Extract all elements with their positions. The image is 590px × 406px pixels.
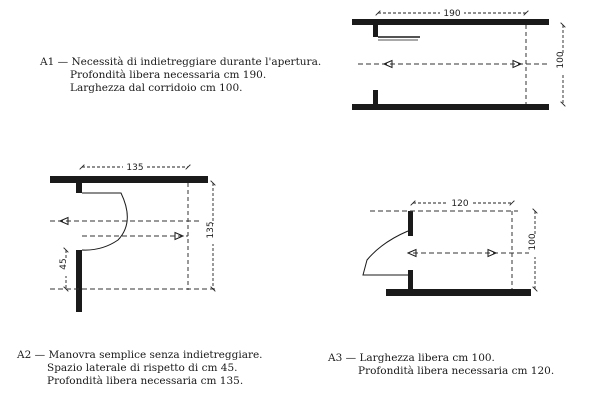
a3-bottom-wall <box>386 289 531 296</box>
figure-a1 <box>352 7 569 110</box>
caption-a2-label: A2 — <box>17 349 46 361</box>
caption-a2-text-1: Manovra semplice senza indietreggiare. <box>48 349 263 361</box>
a2-hinge-jamb <box>76 183 82 193</box>
caption-a2-line-1 <box>17 349 263 362</box>
caption-a2-text-2: Spazio laterale di rispetto di cm 45. <box>47 362 238 374</box>
caption-a1-text-2: Profondità libera necessaria cm 190. <box>70 69 267 81</box>
caption-a1-line-1 <box>40 56 321 69</box>
a1-top-wall <box>352 19 549 25</box>
caption-a3-line-1 <box>328 352 554 365</box>
figure-a3 <box>363 197 541 296</box>
a1-bottom-wall <box>352 104 549 110</box>
caption-a3 <box>328 352 554 378</box>
a2-side-label: 135 <box>206 221 216 239</box>
caption-a3-label: A3 — <box>328 352 357 364</box>
caption-a1 <box>40 56 321 95</box>
caption-a1-text-3: Larghezza dal corridoio cm 100. <box>70 82 243 94</box>
caption-a3-text-1: Larghezza libera cm 100. <box>359 352 495 364</box>
a1-width-label: 100 <box>556 51 566 69</box>
a2-door-swing-arc <box>82 193 127 250</box>
caption-a2 <box>17 349 263 388</box>
a2-top-wall <box>50 176 208 183</box>
a2-lower-jamb <box>76 250 82 312</box>
a3-width-label: 100 <box>528 233 538 251</box>
a2-clearance-label: 45 <box>59 258 69 270</box>
a3-door-swing-arc <box>363 231 408 275</box>
caption-a1-label: A1 — <box>40 56 69 68</box>
a2-depth-label: 135 <box>126 163 144 173</box>
figure-a2 <box>50 161 219 312</box>
a3-lower-jamb <box>408 270 413 289</box>
caption-a1-text-1: Necessità di indietreggiare durante l'apertura. <box>71 56 322 68</box>
a1-bottom-jamb <box>373 90 378 104</box>
caption-a3-text-2: Profondità libera necessaria cm 120. <box>358 365 555 377</box>
a1-depth-label: 190 <box>443 9 461 19</box>
a1-top-jamb <box>373 25 378 37</box>
a3-depth-label: 120 <box>451 199 469 209</box>
caption-a2-text-3: Profondità libera necessaria cm 135. <box>47 375 244 387</box>
a3-hinge-jamb <box>408 211 413 236</box>
